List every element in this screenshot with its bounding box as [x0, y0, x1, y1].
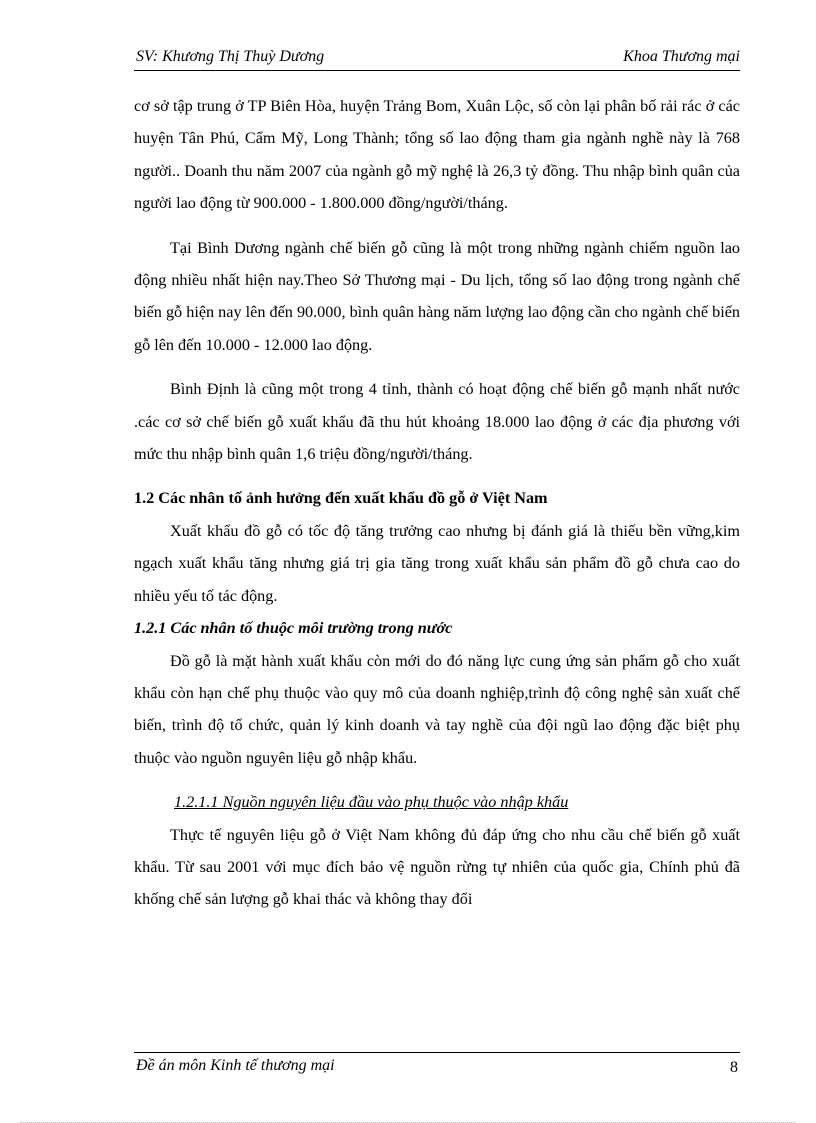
- paragraph: Thực tế nguyên liệu gỗ ở Việt Nam không đủ đáp ứng cho nhu cầu chế biến gỗ xuất khẩu. Từ sau 2001 với mục đích bảo vệ nguồn rừng tự nhiên của quốc gia, Chính phủ đã khống chế sản lượng gỗ khai thác và không thay đổi: [134, 825, 740, 909]
- section-heading: 1.2 Các nhân tố ảnh hưởng đến xuất khẩu đồ gỗ ở Việt Nam: [134, 489, 548, 508]
- header-faculty: Khoa Thương mại: [623, 48, 740, 65]
- paragraph: Bình Định là cũng một trong 4 tỉnh, thành có hoạt động chế biến gỗ mạnh nhất nước .các cơ sở chế biến gỗ xuất khẩu đã thu hút khoảng 18.000 lao động ở các địa phương với mức thu nhập bình quân 1,6 triệu đồng/người/tháng.: [134, 380, 740, 464]
- paragraph: Đồ gỗ là mặt hành xuất khẩu còn mới do đó năng lực cung ứng sản phẩm gỗ cho xuất khẩu còn hạn chế phụ thuộc vào quy mô của doanh nghiệp,trình độ công nghệ sản xuất chế biến, trình độ tổ chức, quản lý kinh doanh và tay nghề của đội ngũ lao động đặc biệt phụ thuộc vào nguồn nguyên liệu gỗ nhập khẩu.: [134, 651, 740, 767]
- subsubsection-heading: 1.2.1.1 Nguồn nguyên liệu đầu vào phụ thuộc vào nhập khẩu: [174, 793, 569, 812]
- page-number: 8: [730, 1059, 738, 1076]
- page-body: [134, 90, 740, 916]
- subsection-heading: 1.2.1 Các nhân tố thuộc môi trường trong nước: [134, 619, 453, 638]
- header-author: SV: Khương Thị Thuỳ Dương: [136, 48, 325, 65]
- paragraph: cơ sở tập trung ở TP Biên Hòa, huyện Trảng Bom, Xuân Lộc, số còn lại phân bố rải rác ở các huyện Tân Phú, Cẩm Mỹ, Long Thành; tổng số lao động tham gia ngành nghề này là 768 người.. Doanh thu năm 2007 của ngành gỗ mỹ nghệ là 26,3 tỷ đồng. Thu nhập bình quân của người lao động từ 900.000 - 1.800.000 đồng/người/tháng.: [134, 97, 740, 213]
- footer-course: Đề án môn Kinh tế thương mại: [136, 1057, 335, 1074]
- paragraph: Tại Bình Dương ngành chế biến gỗ cũng là một trong những ngành chiếm nguồn lao động nhiều nhất hiện nay.Theo Sở Thương mại - Du lịch, tổng số lao động trong ngành chế biến gỗ hiện nay lên đến 90.000, bình quân hàng năm lượng lao động cần cho ngành chế biến gỗ lên đến 10.000 - 12.000 lao động.: [134, 238, 740, 354]
- page-footer: [134, 1052, 740, 1083]
- paragraph: Xuất khẩu đồ gỗ có tốc độ tăng trưởng cao nhưng bị đánh giá là thiếu bền vững,kim ngạch xuất khẩu tăng nhưng giá trị gia tăng trong xuất khẩu sản phẩm đồ gỗ chưa cao do nhiều yếu tố tác động.: [134, 521, 740, 605]
- page-header: [134, 48, 740, 71]
